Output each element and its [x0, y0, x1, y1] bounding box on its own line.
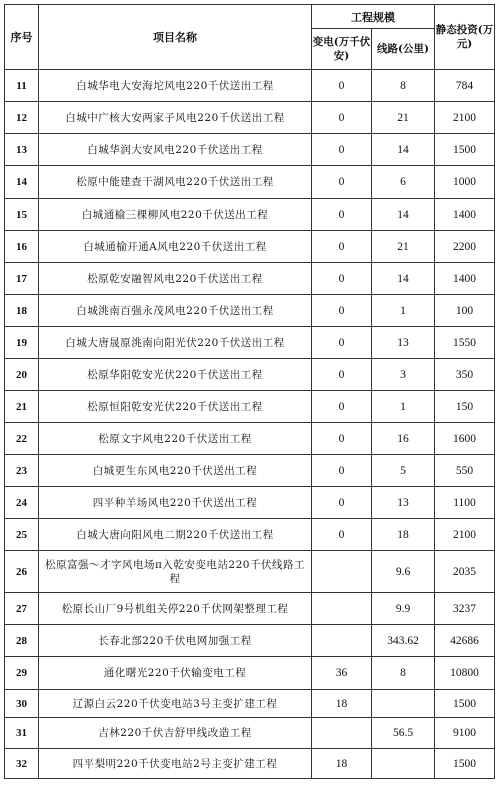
row-project-name: 白城更生东风电220千伏送出工程 — [39, 455, 312, 487]
row-investment: 1600 — [435, 423, 495, 455]
table-row — [5, 102, 495, 134]
row-substation: 0 — [312, 423, 372, 455]
row-seq: 16 — [5, 231, 39, 263]
table-row — [5, 749, 495, 779]
row-project-name: 白城华电大安海坨风电220千伏送出工程 — [39, 70, 312, 102]
table-row — [5, 134, 495, 166]
row-investment: 2035 — [435, 551, 495, 593]
table-row — [5, 199, 495, 231]
header-substation: 变电(万千伏安) — [312, 29, 372, 70]
row-project-name: 白城通榆开通A风电220千伏送出工程 — [39, 231, 312, 263]
project-table — [4, 4, 495, 779]
row-substation: 18 — [312, 749, 372, 779]
table-row — [5, 295, 495, 327]
row-investment: 1500 — [435, 690, 495, 718]
table-row — [5, 263, 495, 295]
row-substation: 0 — [312, 134, 372, 166]
row-seq: 28 — [5, 625, 39, 657]
row-investment: 1400 — [435, 263, 495, 295]
row-project-name: 辽源白云220千伏变电站3号主变扩建工程 — [39, 690, 312, 718]
row-substation: 0 — [312, 487, 372, 519]
row-investment: 1500 — [435, 749, 495, 779]
row-investment: 1000 — [435, 166, 495, 199]
row-substation: 0 — [312, 166, 372, 199]
table-row — [5, 519, 495, 551]
row-project-name: 四平种羊场风电220千伏送出工程 — [39, 487, 312, 519]
row-line: 56.5 — [372, 718, 435, 749]
row-seq: 15 — [5, 199, 39, 231]
row-investment: 10800 — [435, 657, 495, 690]
table-row — [5, 690, 495, 718]
row-seq: 11 — [5, 70, 39, 102]
row-investment: 42686 — [435, 625, 495, 657]
row-project-name: 白城洮南百强永茂风电220千伏送出工程 — [39, 295, 312, 327]
row-seq: 21 — [5, 391, 39, 423]
row-seq: 30 — [5, 690, 39, 718]
header-seq: 序号 — [5, 5, 39, 70]
row-line — [372, 690, 435, 718]
row-investment: 2100 — [435, 519, 495, 551]
row-project-name: 松原文宇风电220千伏送出工程 — [39, 423, 312, 455]
row-seq: 18 — [5, 295, 39, 327]
row-project-name: 白城华润大安风电220千伏送出工程 — [39, 134, 312, 166]
header-project-name: 项目名称 — [39, 5, 312, 70]
table-body — [5, 70, 495, 779]
row-line: 6 — [372, 166, 435, 199]
row-substation: 0 — [312, 102, 372, 134]
row-project-name: 松原中能建查干湖风电220千伏送出工程 — [39, 166, 312, 199]
table-header — [5, 5, 495, 70]
row-substation — [312, 551, 372, 593]
table-row — [5, 423, 495, 455]
row-seq: 20 — [5, 359, 39, 391]
row-seq: 12 — [5, 102, 39, 134]
row-seq: 14 — [5, 166, 39, 199]
row-project-name: 松原恒阳乾安光伏220千伏送出工程 — [39, 391, 312, 423]
table-row — [5, 231, 495, 263]
project-table-wrapper — [4, 4, 495, 779]
row-seq: 19 — [5, 327, 39, 359]
row-seq: 13 — [5, 134, 39, 166]
row-seq: 24 — [5, 487, 39, 519]
row-seq: 29 — [5, 657, 39, 690]
row-line: 1 — [372, 391, 435, 423]
table-row — [5, 327, 495, 359]
row-investment: 1550 — [435, 327, 495, 359]
row-line: 14 — [372, 263, 435, 295]
row-line: 5 — [372, 455, 435, 487]
row-project-name: 长春北部220千伏电网加强工程 — [39, 625, 312, 657]
row-line — [372, 749, 435, 779]
row-seq: 32 — [5, 749, 39, 779]
row-investment: 2100 — [435, 102, 495, 134]
row-seq: 25 — [5, 519, 39, 551]
row-substation: 0 — [312, 519, 372, 551]
row-substation: 0 — [312, 391, 372, 423]
row-project-name: 吉林220千伏吉舒甲线改造工程 — [39, 718, 312, 749]
row-substation: 0 — [312, 327, 372, 359]
row-seq: 22 — [5, 423, 39, 455]
row-investment: 2200 — [435, 231, 495, 263]
table-row — [5, 455, 495, 487]
row-substation — [312, 718, 372, 749]
row-project-name: 四平梨明220千伏变电站2号主变扩建工程 — [39, 749, 312, 779]
row-investment: 1400 — [435, 199, 495, 231]
row-line: 3 — [372, 359, 435, 391]
row-investment: 3237 — [435, 593, 495, 625]
table-row — [5, 359, 495, 391]
row-substation: 0 — [312, 455, 372, 487]
row-line: 8 — [372, 70, 435, 102]
header-engineering-scale: 工程规模 — [312, 5, 435, 29]
table-row — [5, 625, 495, 657]
row-line: 9.6 — [372, 551, 435, 593]
row-line: 21 — [372, 231, 435, 263]
row-project-name: 松原乾安融智风电220千伏送出工程 — [39, 263, 312, 295]
row-substation: 0 — [312, 359, 372, 391]
row-investment: 1100 — [435, 487, 495, 519]
row-investment: 784 — [435, 70, 495, 102]
row-project-name: 白城大唐晟原洮南向阳光伏220千伏送出工程 — [39, 327, 312, 359]
row-substation — [312, 625, 372, 657]
table-row — [5, 593, 495, 625]
row-project-name: 白城通榆三棵柳风电220千伏送出工程 — [39, 199, 312, 231]
row-line: 9.9 — [372, 593, 435, 625]
header-static-investment: 静态投资(万元) — [435, 5, 495, 70]
row-project-name: 白城大唐向阳风电二期220千伏送出工程 — [39, 519, 312, 551]
row-seq: 26 — [5, 551, 39, 593]
table-row — [5, 70, 495, 102]
table-row — [5, 657, 495, 690]
row-seq: 23 — [5, 455, 39, 487]
row-project-name: 松原长山厂9号机组关停220千伏网架整理工程 — [39, 593, 312, 625]
row-project-name: 通化曙光220千伏输变电工程 — [39, 657, 312, 690]
row-investment: 9100 — [435, 718, 495, 749]
row-investment: 100 — [435, 295, 495, 327]
row-substation — [312, 593, 372, 625]
row-investment: 1500 — [435, 134, 495, 166]
row-line: 16 — [372, 423, 435, 455]
row-seq: 31 — [5, 718, 39, 749]
header-line: 线路(公里) — [372, 29, 435, 70]
row-project-name: 松原富强～才字风电场π入乾安变电站220千伏线路工程 — [39, 551, 312, 593]
table-row — [5, 551, 495, 593]
table-row — [5, 166, 495, 199]
row-investment: 350 — [435, 359, 495, 391]
row-substation: 36 — [312, 657, 372, 690]
row-line: 18 — [372, 519, 435, 551]
table-row — [5, 391, 495, 423]
row-substation: 0 — [312, 231, 372, 263]
row-line: 8 — [372, 657, 435, 690]
row-line: 343.62 — [372, 625, 435, 657]
row-substation: 0 — [312, 199, 372, 231]
row-line: 14 — [372, 199, 435, 231]
row-line: 13 — [372, 327, 435, 359]
row-substation: 18 — [312, 690, 372, 718]
table-row — [5, 487, 495, 519]
row-investment: 150 — [435, 391, 495, 423]
row-project-name: 白城中广核大安两家子风电220千伏送出工程 — [39, 102, 312, 134]
row-line: 1 — [372, 295, 435, 327]
row-line: 21 — [372, 102, 435, 134]
row-project-name: 松原华阳乾安光伏220千伏送出工程 — [39, 359, 312, 391]
row-seq: 17 — [5, 263, 39, 295]
row-line: 13 — [372, 487, 435, 519]
row-seq: 27 — [5, 593, 39, 625]
row-substation: 0 — [312, 263, 372, 295]
row-substation: 0 — [312, 295, 372, 327]
row-substation: 0 — [312, 70, 372, 102]
table-row — [5, 718, 495, 749]
row-line: 14 — [372, 134, 435, 166]
row-investment: 550 — [435, 455, 495, 487]
